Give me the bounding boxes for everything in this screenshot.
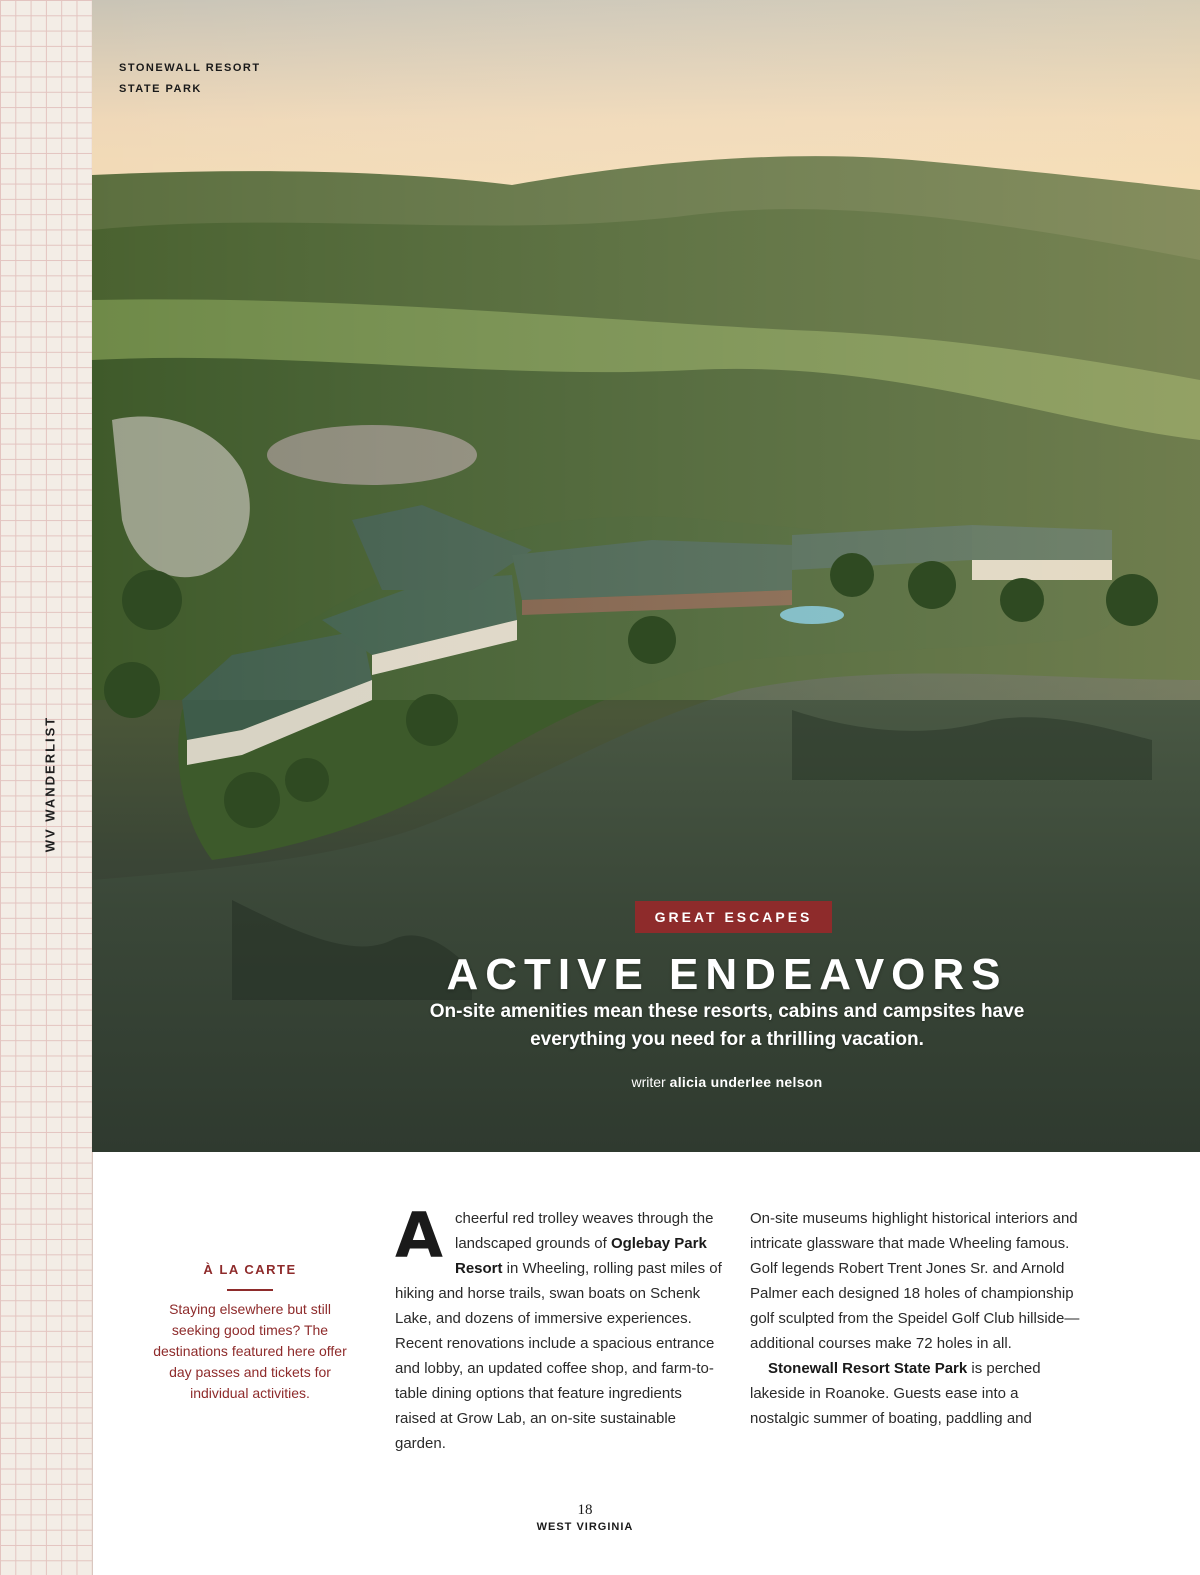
place-name: Stonewall Resort State Park — [768, 1360, 968, 1377]
side-note-title: À LA CARTE — [203, 1262, 297, 1277]
byline-prefix: writer — [631, 1074, 666, 1090]
photo-caption — [119, 58, 261, 100]
page-number: 18 — [577, 1502, 593, 1518]
photo-caption-line1: STONEWALL RESORT — [119, 62, 261, 74]
paragraph-text: cheerful red trolley weaves through the landscaped grounds of — [454, 1210, 714, 1252]
article-paragraph — [750, 1356, 1080, 1431]
article-column-2 — [750, 1206, 1080, 1431]
article-paragraph — [395, 1199, 725, 1456]
kicker-badge: GREAT ESCAPES — [635, 901, 832, 933]
dek: On-site amenities mean these resorts, cabins and campsites have everything you need for a thrilling vacation. — [429, 1001, 1025, 1050]
side-note-body: Staying elsewhere but still seeking good times? The destinations featured here offer day passes and tickets for individual activities. — [153, 1301, 347, 1401]
publication-name: WEST VIRGINIA — [536, 1521, 634, 1533]
photo-caption-line2: STATE PARK — [119, 83, 202, 95]
section-label: WV WANDERLIST — [42, 715, 58, 853]
byline — [392, 1074, 1062, 1090]
hero-photo — [92, 0, 1200, 1152]
paragraph-text: is perched lakeside in Roanoke. Guests ease into a nostalgic summer of boating, paddling and — [750, 1360, 1041, 1427]
byline-name: alicia underlee nelson — [669, 1074, 823, 1090]
drop-cap: A — [395, 1199, 443, 1272]
place-name: Oglebay Park Resort — [454, 1235, 707, 1277]
grid-sidebar — [0, 0, 93, 1575]
article-column-1 — [395, 1199, 725, 1456]
side-note-rule — [227, 1289, 273, 1291]
article-paragraph: On-site museums highlight historical interiors and intricate glassware that made Wheeling famous. Golf legends Robert Trent Jones Sr. and Arnold Palmer each designed 18 holes of championship golf sculpted from the Speidel Golf Club hillside—additional courses make 72 holes in all. — [750, 1210, 1080, 1352]
paragraph-text: in Wheeling, rolling past miles of hiking and horse trails, swan boats on Schenk Lake, and dozens of immersive experiences. Recent renovations include a spacious entrance and lobby, an updated coffee shop, and farm-to-table dining options that feature ingredients raised at Grow Lab, an on-site sustainable garden. — [395, 1260, 722, 1452]
headline: ACTIVE ENDEAVORS — [446, 950, 1008, 999]
